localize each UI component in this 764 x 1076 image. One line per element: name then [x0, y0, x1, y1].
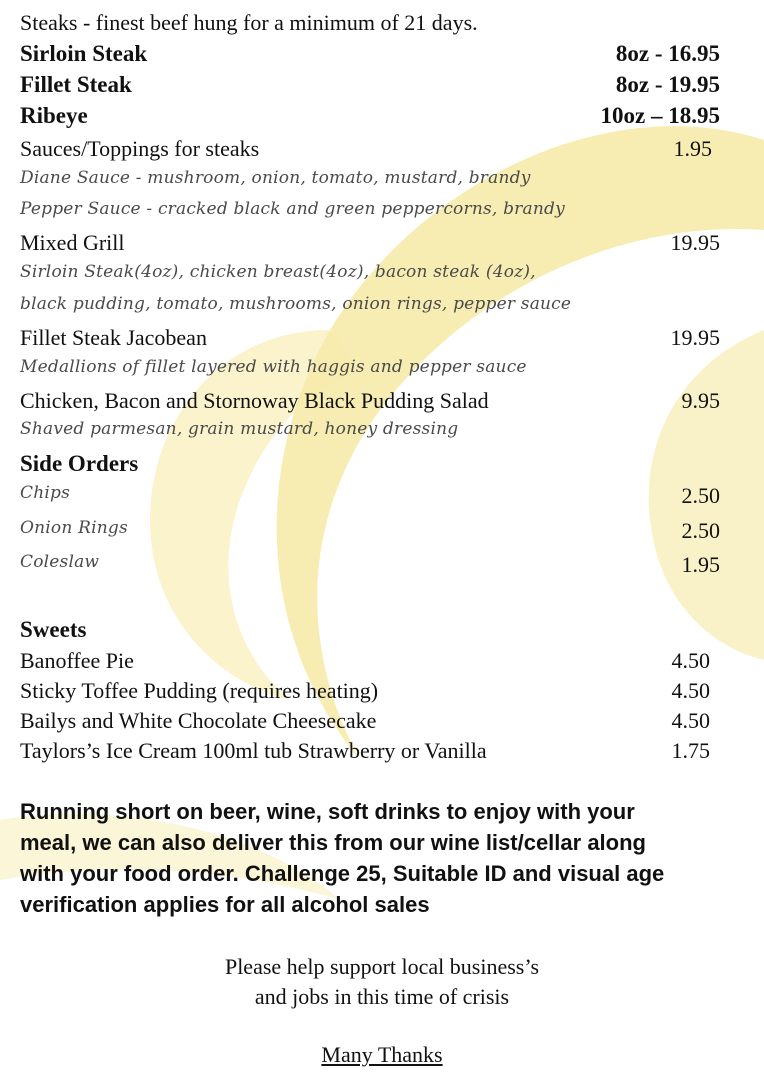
item-price: 19.95	[670, 325, 720, 350]
item-description: Pepper Sauce - cracked black and green peppercorns, brandy	[20, 199, 565, 219]
item-name: Fillet Steak Jacobean	[20, 325, 207, 350]
thanks-text: Many Thanks	[321, 1042, 443, 1067]
support-line: and jobs in this time of crisis	[254, 984, 510, 1009]
alcohol-notice	[20, 796, 760, 920]
item-price: 10oz – 18.95	[600, 103, 720, 128]
item-name: Ribeye	[20, 103, 88, 128]
item-price: 4.50	[671, 678, 710, 703]
item-price: 2.50	[681, 518, 720, 543]
item-price: 1.95	[673, 136, 712, 161]
item-price: 9.95	[681, 388, 720, 413]
item-description: Sirloin Steak(4oz), chicken breast(4oz), bacon steak (4oz),	[20, 262, 536, 282]
item-name: Mixed Grill	[20, 230, 125, 255]
item-price: 2.50	[681, 483, 720, 508]
item-price: 1.75	[671, 738, 710, 763]
item-name: Banoffee Pie	[20, 648, 134, 673]
item-name: Fillet Steak	[20, 72, 132, 97]
notice-line: Running short on beer, wine, soft drinks to enjoy with your	[20, 799, 635, 824]
notice-line: verification applies for all alcohol sales	[20, 892, 430, 917]
item-price: 8oz - 16.95	[615, 41, 720, 66]
item-description: Diane Sauce - mushroom, onion, tomato, mustard, brandy	[20, 168, 531, 188]
item-name: Sauces/Toppings for steaks	[20, 136, 260, 161]
item-name: Bailys and White Chocolate Cheesecake	[20, 708, 377, 733]
item-price: 1.95	[681, 552, 720, 577]
item-description: Medallions of fillet layered with haggis and pepper sauce	[20, 357, 527, 377]
item-description: black pudding, tomato, mushrooms, onion rings, pepper sauce	[20, 294, 572, 314]
item-name: Sticky Toffee Pudding (requires heating)	[20, 678, 379, 703]
item-price: 19.95	[670, 230, 720, 255]
closing-thanks	[0, 1042, 764, 1068]
item-price: 4.50	[671, 648, 710, 673]
item-name: Sirloin Steak	[20, 41, 148, 66]
notice-line: meal, we can also deliver this from our wine list/cellar along	[20, 830, 646, 855]
item-description: Shaved parmesan, grain mustard, honey dressing	[20, 419, 459, 439]
item-name: Taylors’s Ice Cream 100ml tub Strawberry or Vanilla	[20, 738, 487, 763]
notice-line: with your food order. Challenge 25, Suitable ID and visual age	[20, 861, 665, 886]
item-name: Coleslaw	[20, 552, 100, 572]
support-line: Please help support local business’s	[224, 954, 540, 979]
item-price: 8oz - 19.95	[615, 72, 720, 97]
section-heading-sides: Side Orders	[20, 451, 139, 476]
item-price: 4.50	[671, 708, 710, 733]
item-name: Onion Rings	[20, 518, 128, 538]
item-name: Chips	[20, 483, 70, 503]
item-name: Chicken, Bacon and Stornoway Black Pudding Salad	[20, 388, 489, 413]
support-message	[0, 952, 764, 1012]
intro-text: Steaks - finest beef hung for a minimum of 21 days.	[20, 10, 478, 35]
section-heading-sweets: Sweets	[20, 617, 87, 642]
